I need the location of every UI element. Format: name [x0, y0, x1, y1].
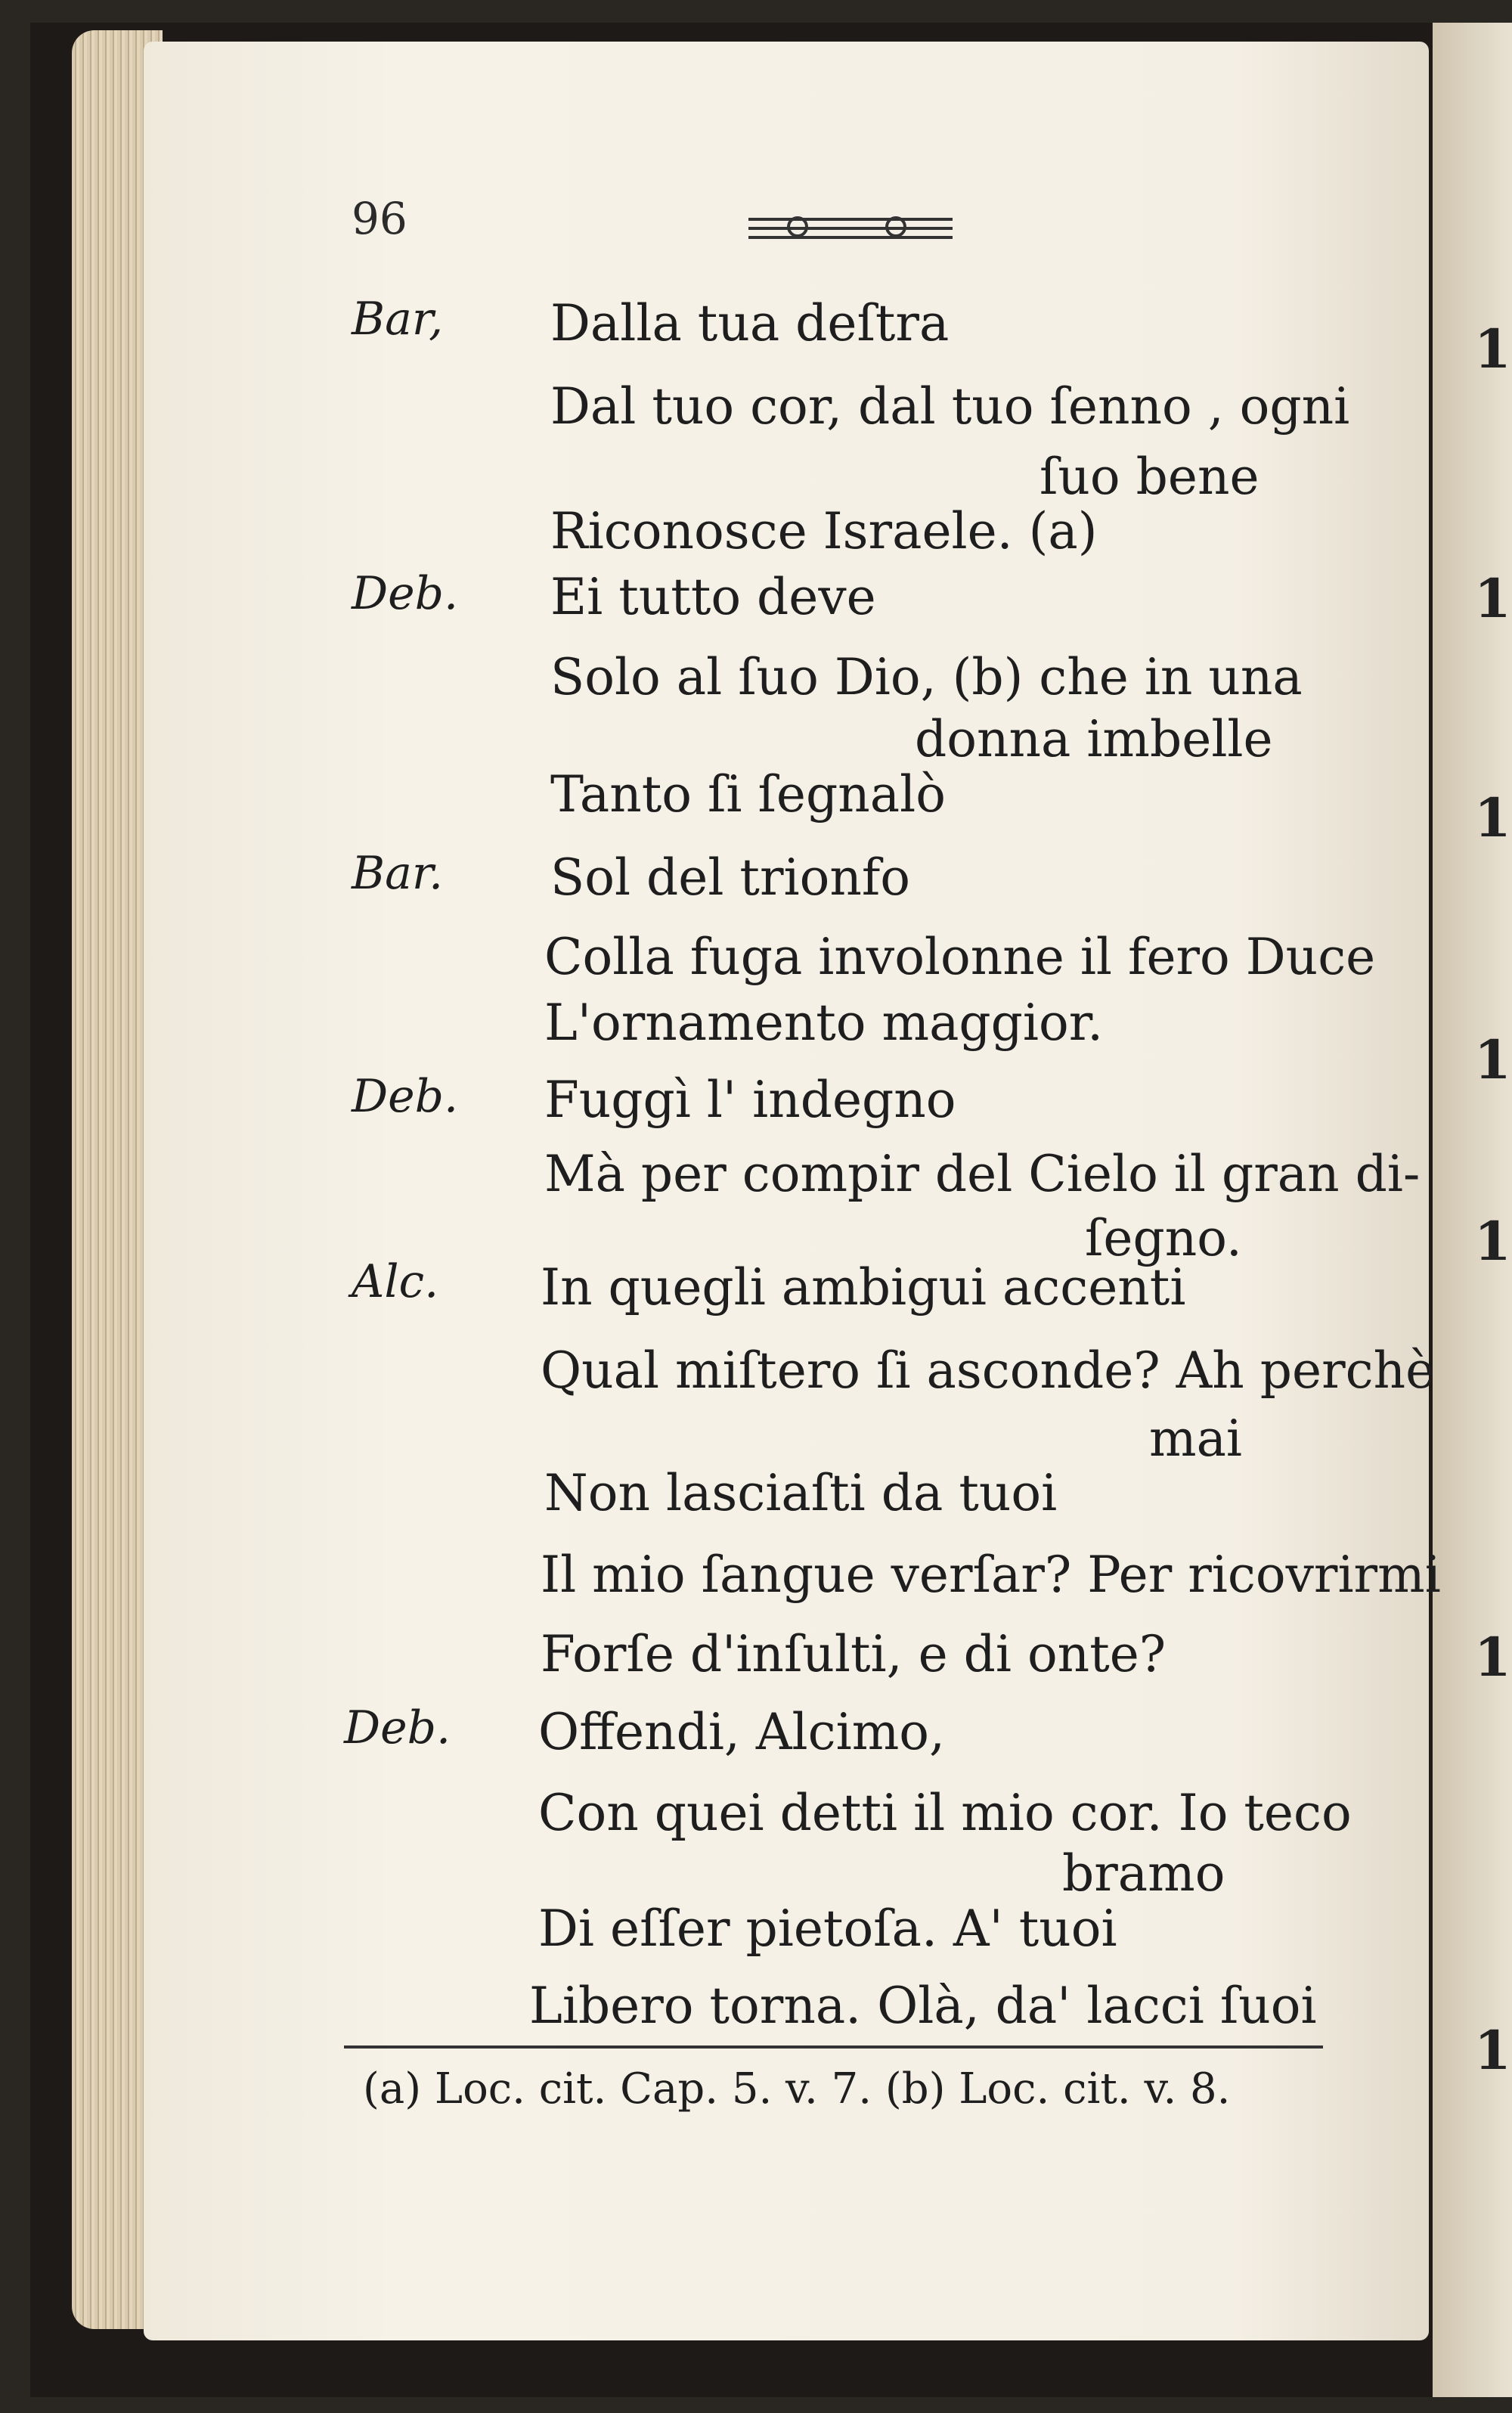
speaker-label: Deb. — [352, 567, 459, 620]
facing-page-glyph: 1 — [1474, 567, 1511, 630]
facing-page-glyph: 1 — [1474, 2019, 1511, 2082]
verse-line-continuation: ſegno. — [1085, 1209, 1242, 1267]
verse-line: Qual miſtero ſi asconde? Ah perchè — [541, 1341, 1436, 1400]
verse-line: L'ornamento maggior. — [544, 994, 1104, 1052]
verse-line-continuation: bramo — [1062, 1844, 1225, 1903]
verse-line: Con quei detti il mio cor. Io teco — [538, 1784, 1352, 1842]
verse-line: Colla fuga involonne il fero Duce — [544, 928, 1376, 986]
facing-page-glyph: 1 — [1474, 786, 1511, 849]
verse-line: Ei tutto deve — [550, 568, 876, 626]
speaker-label: Deb. — [352, 1070, 459, 1123]
facing-page-glyph: 1 — [1474, 1210, 1511, 1273]
verse-line: Tanto ſi ſegnalò — [550, 765, 946, 823]
facing-page-glyph: 1 — [1474, 1626, 1511, 1689]
verse-line: Non lasciaſti da tuoi — [544, 1464, 1058, 1522]
facing-page-glyph: 1 — [1474, 1028, 1511, 1091]
verse-line: Forſe d'inſulti, e di onte? — [541, 1625, 1167, 1683]
verse-line: Libero torna. Olà, da' lacci ſuoi — [529, 1977, 1317, 2035]
header-ornament — [745, 208, 956, 246]
page-number: 96 — [352, 193, 407, 244]
verse-line: Mà per compir del Cielo il gran di- — [544, 1145, 1421, 1203]
verse-line-continuation: mai — [1149, 1410, 1243, 1468]
verse-line: Solo al ſuo Dio, (b) che in una — [550, 648, 1303, 706]
verse-line: Di eſſer pietoſa. A' tuoi — [538, 1900, 1117, 1958]
facing-page-glyph: 1 — [1474, 318, 1511, 380]
footnote-rule — [344, 2045, 1323, 2049]
speaker-label: Deb. — [344, 1701, 451, 1754]
verse-line-continuation: donna imbelle — [915, 710, 1273, 768]
verse-line: In quegli ambigui accenti — [541, 1258, 1186, 1317]
verse-line: Offendi, Alcimo, — [538, 1703, 946, 1761]
verse-line: Riconosce Israele. (a) — [550, 502, 1098, 560]
speaker-label: Bar. — [352, 847, 444, 900]
verse-line: Dalla tua deſtra — [550, 294, 950, 352]
speaker-label: Alc. — [352, 1255, 439, 1308]
verse-line-continuation: ſuo bene — [1040, 448, 1259, 506]
verse-line: Il mio ſangue verſar? Per ricovrirmi — [541, 1546, 1441, 1604]
speaker-label: Bar, — [352, 293, 444, 346]
footnote: (a) Loc. cit. Cap. 5. v. 7. (b) Loc. cit. v. 8. — [363, 2064, 1231, 2114]
verse-line: Dal tuo cor, dal tuo ſenno , ogni — [550, 377, 1350, 436]
verse-line: Fuggì l' indegno — [544, 1071, 956, 1129]
facing-page-edge — [1433, 23, 1512, 2397]
verse-line: Sol del trionfo — [550, 848, 911, 907]
